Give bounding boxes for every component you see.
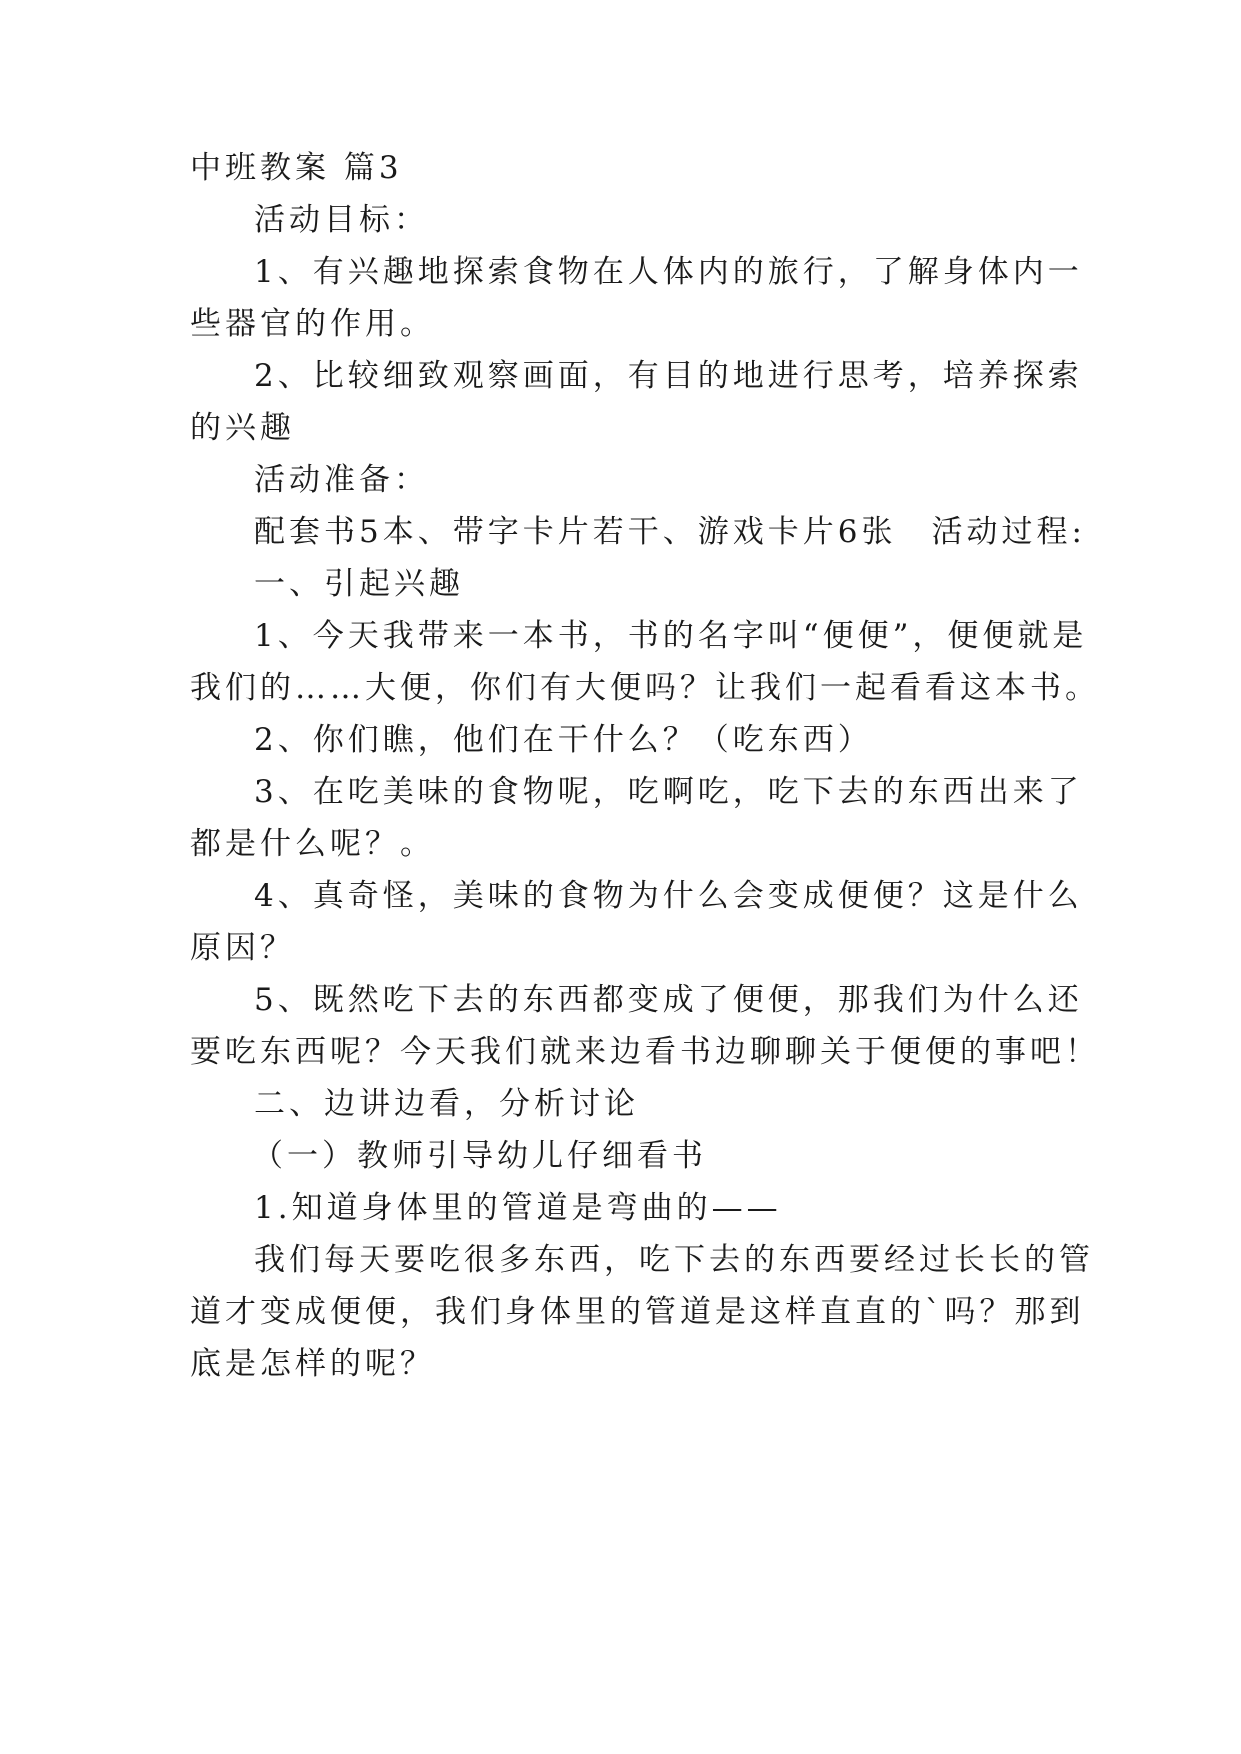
section-heading-goals: 活动目标： bbox=[254, 202, 429, 238]
paragraph-line: 底是怎样的呢？ bbox=[190, 1346, 435, 1382]
paragraph-line: 3、在吃美味的食物呢，吃啊吃，吃下去的东西出来了 bbox=[254, 774, 1083, 810]
paragraph-line: 原因？ bbox=[190, 930, 295, 966]
paragraph-line: 些器官的作用。 bbox=[190, 306, 435, 342]
paragraph-line: 配套书5本、带字卡片若干、游戏卡片6张 活动过程: bbox=[254, 514, 1086, 550]
paragraph-line: 2、比较细致观察画面，有目的地进行思考，培养探索 bbox=[254, 358, 1083, 394]
section-heading-interest: 一、引起兴趣 bbox=[254, 566, 464, 602]
paragraph-line: 我们的……大便，你们有大便吗？让我们一起看看这本书。 bbox=[190, 670, 1100, 706]
paragraph-line: 1、有兴趣地探索食物在人体内的旅行，了解身体内一 bbox=[254, 254, 1083, 290]
paragraph-line: 要吃东西呢？今天我们就来边看书边聊聊关于便便的事吧！ bbox=[190, 1034, 1100, 1070]
paragraph-line: 1、今天我带来一本书，书的名字叫“便便”，便便就是 bbox=[254, 618, 1088, 654]
section-heading-discussion: 二、边讲边看，分析讨论 bbox=[254, 1086, 639, 1122]
section-heading-preparation: 活动准备： bbox=[254, 462, 429, 498]
subsection-heading: （一）教师引导幼儿仔细看书 bbox=[252, 1138, 707, 1174]
document-title: 中班教案 篇3 bbox=[190, 150, 403, 186]
paragraph-line: 4、真奇怪，美味的食物为什么会变成便便？这是什么 bbox=[254, 878, 1083, 914]
paragraph-line: 1.知道身体里的管道是弯曲的—— bbox=[254, 1190, 782, 1226]
paragraph-line: 5、既然吃下去的东西都变成了便便，那我们为什么还 bbox=[254, 982, 1083, 1018]
paragraph-line: 都是什么呢？。 bbox=[190, 826, 435, 862]
paragraph-line: 2、你们瞧，他们在干什么？（吃东西） bbox=[254, 722, 873, 758]
paragraph-line: 我们每天要吃很多东西，吃下去的东西要经过长长的管 bbox=[254, 1242, 1094, 1278]
paragraph-line: 道才变成便便，我们身体里的管道是这样直直的`吗？那到 bbox=[190, 1294, 1085, 1330]
paragraph-line: 的兴趣 bbox=[190, 410, 295, 446]
